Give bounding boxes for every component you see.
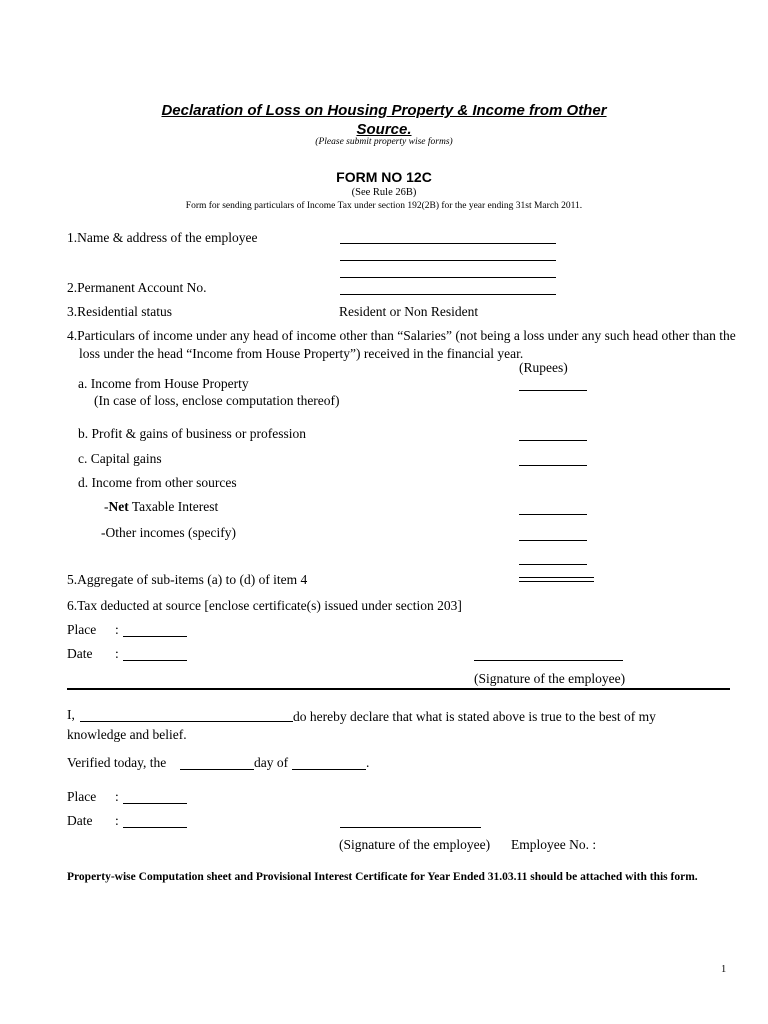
- other-incomes-label: -Other incomes (specify): [101, 525, 236, 540]
- place-colon-2: :: [115, 789, 119, 804]
- date-label-2: Date: [67, 813, 93, 828]
- item-4a-note: (In case of loss, enclose computation thereof): [94, 393, 340, 408]
- date-colon-2: :: [115, 813, 119, 828]
- form-title-line1: Declaration of Loss on Housing Property & Income from Other: [161, 102, 607, 119]
- verified-month-line[interactable]: [292, 769, 366, 770]
- verified-mid: day of: [254, 755, 289, 770]
- item-4c-label: c. Capital gains: [78, 451, 162, 466]
- signature-line-2[interactable]: [340, 827, 481, 828]
- item-4d-label: d. Income from other sources: [78, 475, 237, 490]
- aggregate-total-line[interactable]: [519, 577, 594, 582]
- other-incomes-amount-line[interactable]: [519, 540, 587, 541]
- pan-line[interactable]: [340, 294, 556, 295]
- form-note: (Please submit property wise forms): [315, 137, 453, 147]
- form-rule: (See Rule 26B): [351, 187, 417, 198]
- signature-line[interactable]: [474, 660, 623, 661]
- item-4b-label: b. Profit & gains of business or profession: [78, 426, 306, 441]
- signature-caption: (Signature of the employee): [474, 671, 626, 686]
- date-line[interactable]: [123, 660, 187, 661]
- declaration-i: I,: [67, 707, 75, 722]
- date-label: Date: [67, 646, 93, 661]
- place-line[interactable]: [123, 636, 187, 637]
- item-4a-label: a. Income from House Property: [78, 376, 249, 391]
- net-taxable-interest-label: -Net Taxable Interest: [104, 499, 219, 514]
- section-divider: [67, 688, 730, 690]
- item-1-label: 1.Name & address of the employee: [67, 230, 258, 245]
- signature-caption-2: (Signature of the employee): [339, 837, 491, 852]
- place-colon: :: [115, 622, 119, 637]
- item-4-label: 4.Particulars of income under any head of income other than “Salaries” (not being a loss under any such head other than the loss under the head “Income from House Property”) received in the financial year.: [67, 328, 736, 362]
- form-title-line2: Source.: [356, 121, 412, 138]
- house-property-amount-line[interactable]: [519, 390, 587, 391]
- form-purpose: Form for sending particulars of Income Tax under section 192(2B) for the year ending 31st March 2011.: [185, 201, 583, 211]
- item-3-label: 3.Residential status: [67, 304, 172, 319]
- page-number: 1: [721, 964, 727, 975]
- form-number: FORM NO 12C: [336, 169, 432, 185]
- declaration-text: do hereby declare that what is stated above is true to the best of my knowledge and belief.: [67, 709, 656, 743]
- net-interest-amount-line[interactable]: [519, 514, 587, 515]
- date-colon: :: [115, 646, 119, 661]
- attachment-note: Property-wise Computation sheet and Provisional Interest Certificate for Year Ended 31.03.11 should be attached with this form.: [67, 871, 698, 883]
- date-line-2[interactable]: [123, 827, 187, 828]
- business-amount-line[interactable]: [519, 440, 587, 441]
- capital-gains-amount-line[interactable]: [519, 465, 587, 466]
- residential-status-value: Resident or Non Resident: [339, 304, 479, 319]
- rupees-header: (Rupees): [519, 360, 568, 375]
- other-incomes-amount-line-2[interactable]: [519, 564, 587, 565]
- employee-number-label: Employee No. :: [511, 837, 597, 852]
- verified-day-line[interactable]: [180, 769, 254, 770]
- item-5-label: 5.Aggregate of sub-items (a) to (d) of item 4: [67, 572, 308, 587]
- address-line-1[interactable]: [340, 260, 556, 261]
- name-line-1[interactable]: [340, 243, 556, 244]
- place-label: Place: [67, 622, 97, 637]
- place-line-2[interactable]: [123, 803, 187, 804]
- verified-prefix: Verified today, the: [67, 755, 167, 770]
- place-label-2: Place: [67, 789, 97, 804]
- item-6-label: 6.Tax deducted at source [enclose certificate(s) issued under section 203]: [67, 598, 462, 613]
- address-line-2[interactable]: [340, 277, 556, 278]
- verified-end: .: [366, 755, 370, 770]
- item-2-label: 2.Permanent Account No.: [67, 280, 207, 295]
